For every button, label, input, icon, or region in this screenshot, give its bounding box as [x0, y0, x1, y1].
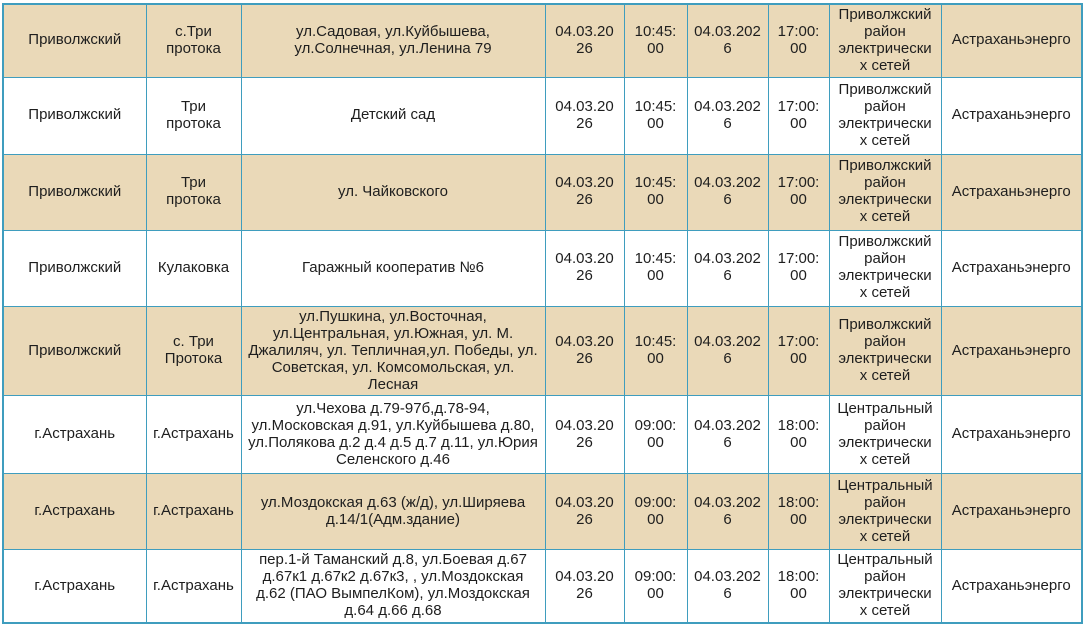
cell-district: Приволжский — [3, 4, 146, 77]
cell-addresses: ул.Моздокская д.63 (ж/д), ул.Ширяева д.14/1(Адм.здание) — [241, 474, 545, 550]
cell-end-date: 04.03.2026 — [687, 77, 768, 154]
cell-start-date: 04.03.2026 — [545, 550, 624, 623]
cell-district: г.Астрахань — [3, 550, 146, 623]
cell-end-date: 04.03.2026 — [687, 230, 768, 306]
cell-settlement: с. Три Протока — [146, 306, 241, 396]
cell-company: Астраханьэнерго — [941, 77, 1082, 154]
cell-organization: Центральный район электрических сетей — [829, 396, 941, 474]
cell-start-date: 04.03.2026 — [545, 396, 624, 474]
cell-settlement: Кулаковка — [146, 230, 241, 306]
table-row — [3, 4, 1082, 77]
cell-start-time: 09:00:00 — [624, 474, 687, 550]
cell-addresses: пер.1-й Таманский д.8, ул.Боевая д.67 д.67к1 д.67к2 д.67к3, , ул.Моздокская д.62 (ПАО ВымпелКом), ул.Моздокская д.64 д.66 д.68 — [241, 550, 545, 623]
cell-end-time: 18:00:00 — [768, 474, 829, 550]
cell-organization: Приволжский район электрических сетей — [829, 77, 941, 154]
cell-company: Астраханьэнерго — [941, 306, 1082, 396]
cell-end-time: 17:00:00 — [768, 154, 829, 230]
cell-settlement: г.Астрахань — [146, 550, 241, 623]
cell-end-date: 04.03.2026 — [687, 474, 768, 550]
cell-start-time: 10:45:00 — [624, 4, 687, 77]
cell-addresses: ул.Садовая, ул.Куйбышева, ул.Солнечная, ул.Ленина 79 — [241, 4, 545, 77]
cell-settlement: с.Три протока — [146, 4, 241, 77]
table-row — [3, 474, 1082, 550]
cell-end-time: 17:00:00 — [768, 306, 829, 396]
cell-district: Приволжский — [3, 306, 146, 396]
cell-company: Астраханьэнерго — [941, 550, 1082, 623]
table-row — [3, 230, 1082, 306]
cell-district: Приволжский — [3, 154, 146, 230]
outage-table-container — [2, 3, 1082, 624]
cell-start-date: 04.03.2026 — [545, 4, 624, 77]
cell-organization: Приволжский район электрических сетей — [829, 306, 941, 396]
table-row — [3, 550, 1082, 623]
cell-settlement: г.Астрахань — [146, 474, 241, 550]
cell-end-date: 04.03.2026 — [687, 4, 768, 77]
cell-organization: Центральный район электрических сетей — [829, 474, 941, 550]
table-row — [3, 396, 1082, 474]
cell-end-time: 17:00:00 — [768, 77, 829, 154]
cell-company: Астраханьэнерго — [941, 4, 1082, 77]
cell-district: г.Астрахань — [3, 396, 146, 474]
table-row — [3, 306, 1082, 396]
cell-district: Приволжский — [3, 230, 146, 306]
cell-addresses: Детский сад — [241, 77, 545, 154]
cell-start-time: 10:45:00 — [624, 77, 687, 154]
cell-settlement: Три протока — [146, 77, 241, 154]
table-row — [3, 77, 1082, 154]
cell-start-time: 10:45:00 — [624, 306, 687, 396]
cell-settlement: г.Астрахань — [146, 396, 241, 474]
cell-addresses: ул. Чайковского — [241, 154, 545, 230]
cell-organization: Приволжский район электрических сетей — [829, 4, 941, 77]
cell-end-time: 17:00:00 — [768, 4, 829, 77]
cell-end-date: 04.03.2026 — [687, 396, 768, 474]
cell-start-date: 04.03.2026 — [545, 306, 624, 396]
cell-organization: Приволжский район электрических сетей — [829, 230, 941, 306]
cell-end-date: 04.03.2026 — [687, 550, 768, 623]
outage-schedule-table — [2, 3, 1083, 624]
cell-company: Астраханьэнерго — [941, 154, 1082, 230]
cell-start-time: 09:00:00 — [624, 396, 687, 474]
cell-end-time: 18:00:00 — [768, 550, 829, 623]
cell-end-time: 17:00:00 — [768, 230, 829, 306]
cell-start-date: 04.03.2026 — [545, 474, 624, 550]
cell-end-date: 04.03.2026 — [687, 306, 768, 396]
cell-organization: Приволжский район электрических сетей — [829, 154, 941, 230]
cell-start-date: 04.03.2026 — [545, 154, 624, 230]
cell-start-date: 04.03.2026 — [545, 77, 624, 154]
cell-company: Астраханьэнерго — [941, 230, 1082, 306]
cell-district: г.Астрахань — [3, 474, 146, 550]
cell-end-time: 18:00:00 — [768, 396, 829, 474]
cell-end-date: 04.03.2026 — [687, 154, 768, 230]
cell-company: Астраханьэнерго — [941, 396, 1082, 474]
cell-start-time: 10:45:00 — [624, 230, 687, 306]
cell-start-time: 10:45:00 — [624, 154, 687, 230]
table-row — [3, 154, 1082, 230]
cell-addresses: Гаражный кооператив №6 — [241, 230, 545, 306]
cell-addresses: ул.Чехова д.79-97б,д.78-94, ул.Московская д.91, ул.Куйбышева д.80, ул.Полякова д.2 д.4 д.5 д.7 д.11, ул.Юрия Селенского д.46 — [241, 396, 545, 474]
cell-organization: Центральный район электрических сетей — [829, 550, 941, 623]
cell-start-date: 04.03.2026 — [545, 230, 624, 306]
cell-district: Приволжский — [3, 77, 146, 154]
cell-company: Астраханьэнерго — [941, 474, 1082, 550]
cell-settlement: Три протока — [146, 154, 241, 230]
cell-start-time: 09:00:00 — [624, 550, 687, 623]
cell-addresses: ул.Пушкина, ул.Восточная, ул.Центральная, ул.Южная, ул. М. Джалиляч, ул. Тепличная,ул. Победы, ул. Советская, ул. Комсомольская, ул. Лесная — [241, 306, 545, 396]
